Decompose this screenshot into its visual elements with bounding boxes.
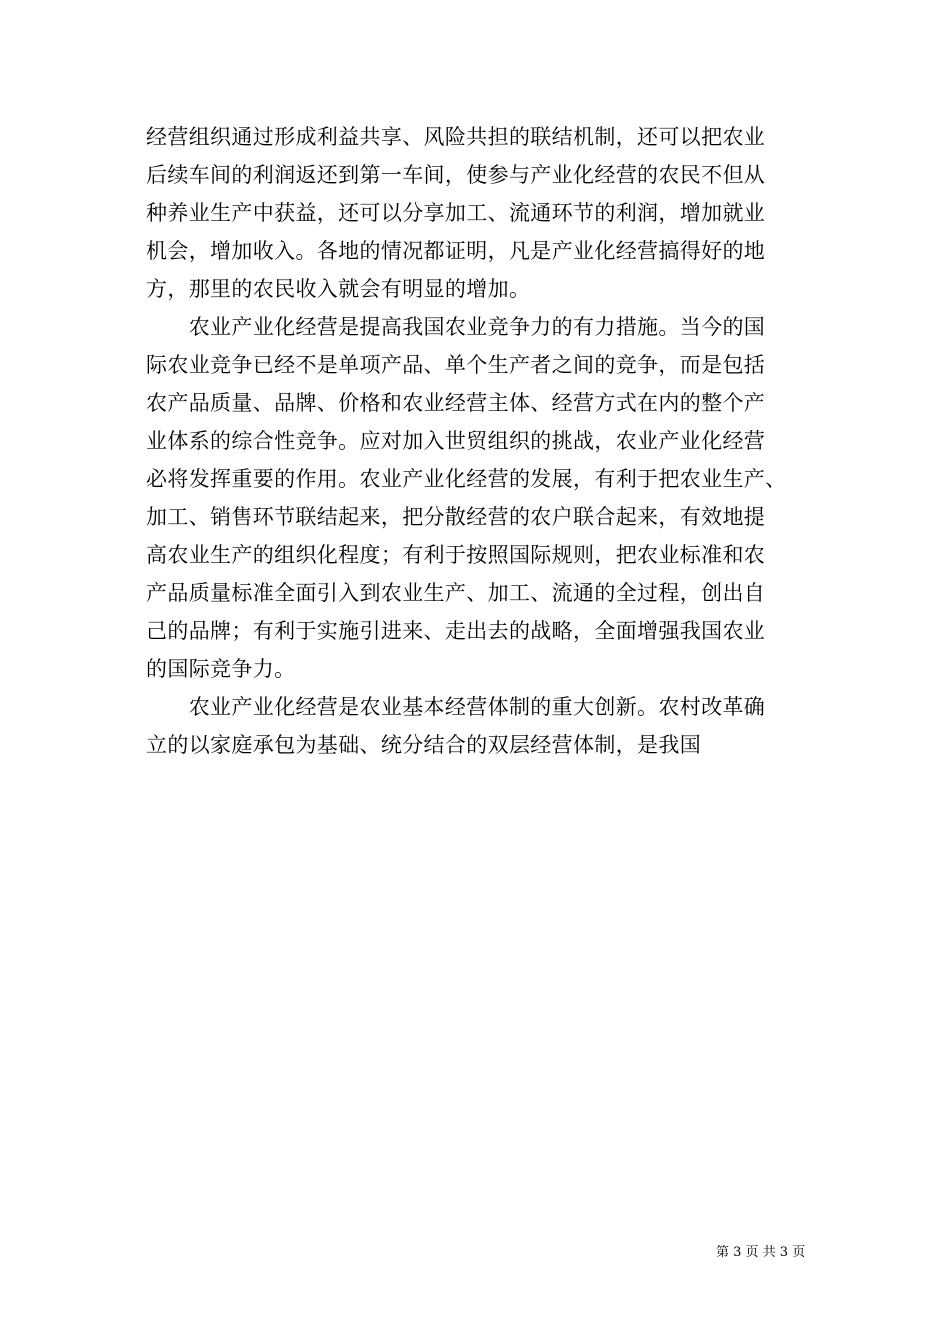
text-line: 际农业竞争已经不是单项产品、单个生产者之间的竞争，而是包括 [146,353,766,377]
text-line: 农业产业化经营是农业基本经营体制的重大创新。农村改革确 [146,695,766,719]
text-line: 加工、销售环节联结起来，把分散经营的农户联合起来，有效地提 [146,505,766,529]
text-line: 方，那里的农民收入就会有明显的增加。 [146,277,531,301]
text-line: 业体系的综合性竞争。应对加入世贸组织的挑战，农业产业化经营 [146,429,766,453]
text-line: 产品质量标准全面引入到农业生产、加工、流通的全过程，创出自 [146,581,766,605]
text-line: 的国际竞争力。 [146,657,296,681]
body-text [146,118,812,764]
text-line: 种养业生产中获益，还可以分享加工、流通环节的利润，增加就业 [146,201,766,225]
text-line: 农产品质量、品牌、价格和农业经营主体、经营方式在内的整个产 [146,391,766,415]
page-number-footer: 第 3 页 共 3 页 [716,1245,806,1260]
text-line: 后续车间的利润返还到第一车间，使参与产业化经营的农民不但从 [146,163,766,187]
text-line: 农业产业化经营是提高我国农业竞争力的有力措施。当今的国 [146,315,766,339]
text-line: 立的以家庭承包为基础、统分结合的双层经营体制，是我国 [146,733,702,757]
text-line: 己的品牌；有利于实施引进来、走出去的战略，全面增强我国农业 [146,619,766,643]
text-line: 经营组织通过形成利益共享、风险共担的联结机制，还可以把农业 [146,125,766,149]
text-line: 必将发挥重要的作用。农业产业化经营的发展，有利于把农业生产、 [146,467,787,491]
text-line: 机会，增加收入。各地的情况都证明，凡是产业化经营搞得好的地 [146,239,766,263]
text-line: 高农业生产的组织化程度；有利于按照国际规则，把农业标准和农 [146,543,766,567]
